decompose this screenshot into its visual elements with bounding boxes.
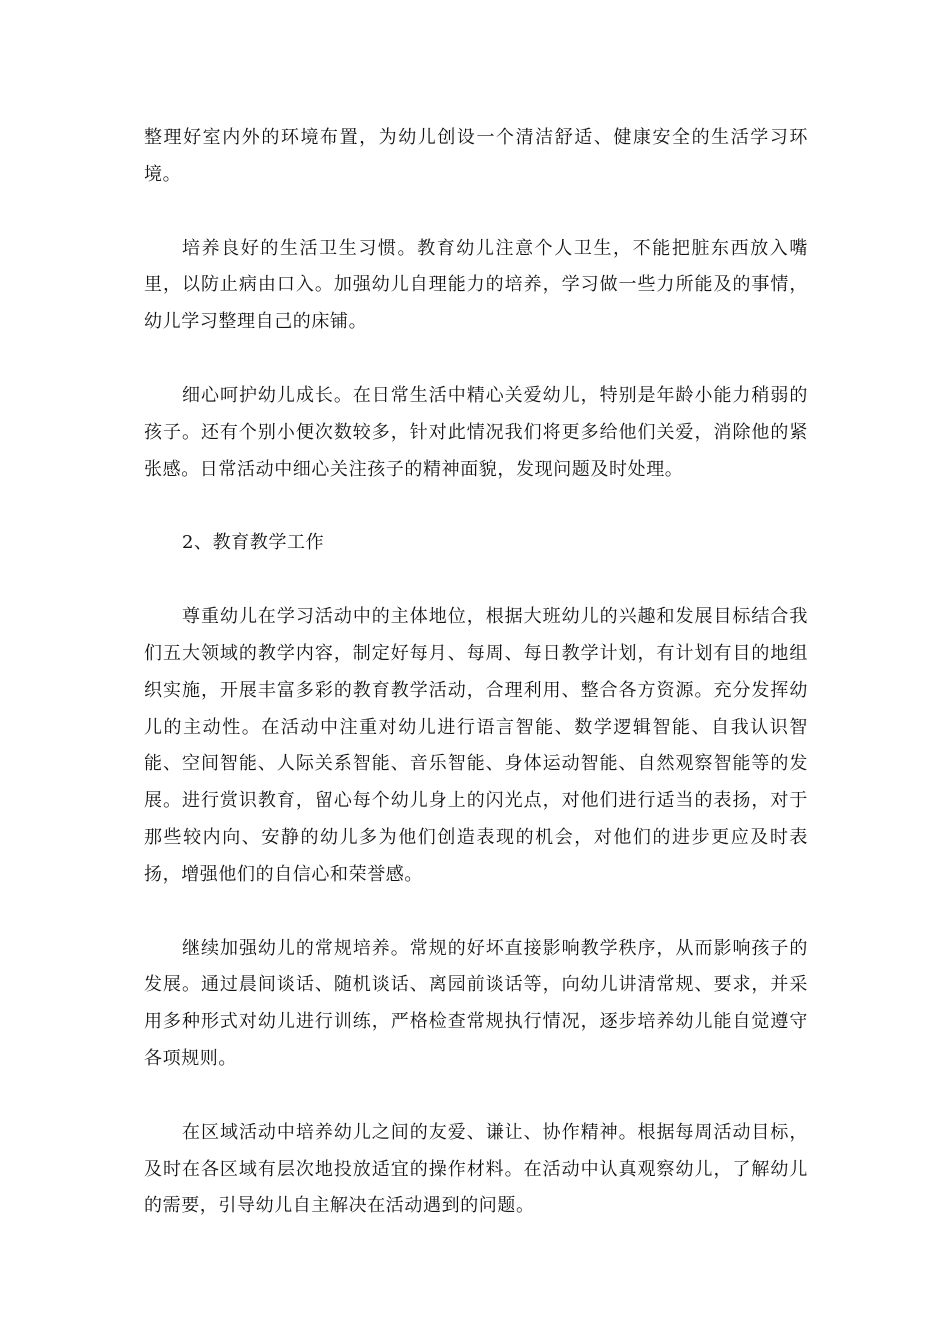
paragraph-hygiene-habits: 培养良好的生活卫生习惯。教育幼儿注意个人卫生，不能把脏东西放入嘴里，以防止病由口入。加强幼儿自理能力的培养，学习做一些力所能及的事情，幼儿学习整理自己的床铺。 [144,237,808,333]
paragraph-area-activities: 在区域活动中培养幼儿之间的友爱、谦让、协作精神。根据每周活动目标，及时在各区域有层次地投放适宜的操作材料。在活动中认真观察幼儿，了解幼儿的需要，引导幼儿自主解决在活动遇到的问题。 [144,1121,808,1217]
document-body [144,120,808,1262]
paragraph-teaching-plan: 尊重幼儿在学习活动中的主体地位，根据大班幼儿的兴趣和发展目标结合我们五大领域的教学内容，制定好每月、每周、每日教学计划，有计划有目的地组织实施，开展丰富多彩的教育教学活动，合理利用、整合各方资源。充分发挥幼儿的主动性。在活动中注重对幼儿进行语言智能、数学逻辑智能、自我认识智能、空间智能、人际关系智能、音乐智能、身体运动智能、自然观察智能等的发展。进行赏识教育，留心每个幼儿身上的闪光点，对他们进行适当的表扬，对于那些较内向、安静的幼儿多为他们创造表现的机会，对他们的进步更应及时表扬，增强他们的自信心和荣誉感。 [144,606,808,885]
paragraph-environment: 整理好室内外的环境布置，为幼儿创设一个清洁舒适、健康安全的生活学习环境。 [144,127,808,185]
paragraph-care-growth: 细心呵护幼儿成长。在日常生活中精心关爱幼儿，特别是年龄小能力稍弱的孩子。还有个别小便次数较多，针对此情况我们将更多给他们关爱，消除他的紧张感。日常活动中细心关注孩子的精神面貌，发现问题及时处理。 [144,384,808,480]
section-heading-teaching: 2、教育教学工作 [182,532,325,554]
paragraph-routine-training: 继续加强幼儿的常规培养。常规的好坏直接影响教学秩序，从而影响孩子的发展。通过晨间谈话、随机谈话、离园前谈话等，向幼儿讲清常规、要求，并采用多种形式对幼儿进行训练，严格检查常规执行情况，逐步培养幼儿能自觉遵守各项规则。 [144,937,808,1069]
